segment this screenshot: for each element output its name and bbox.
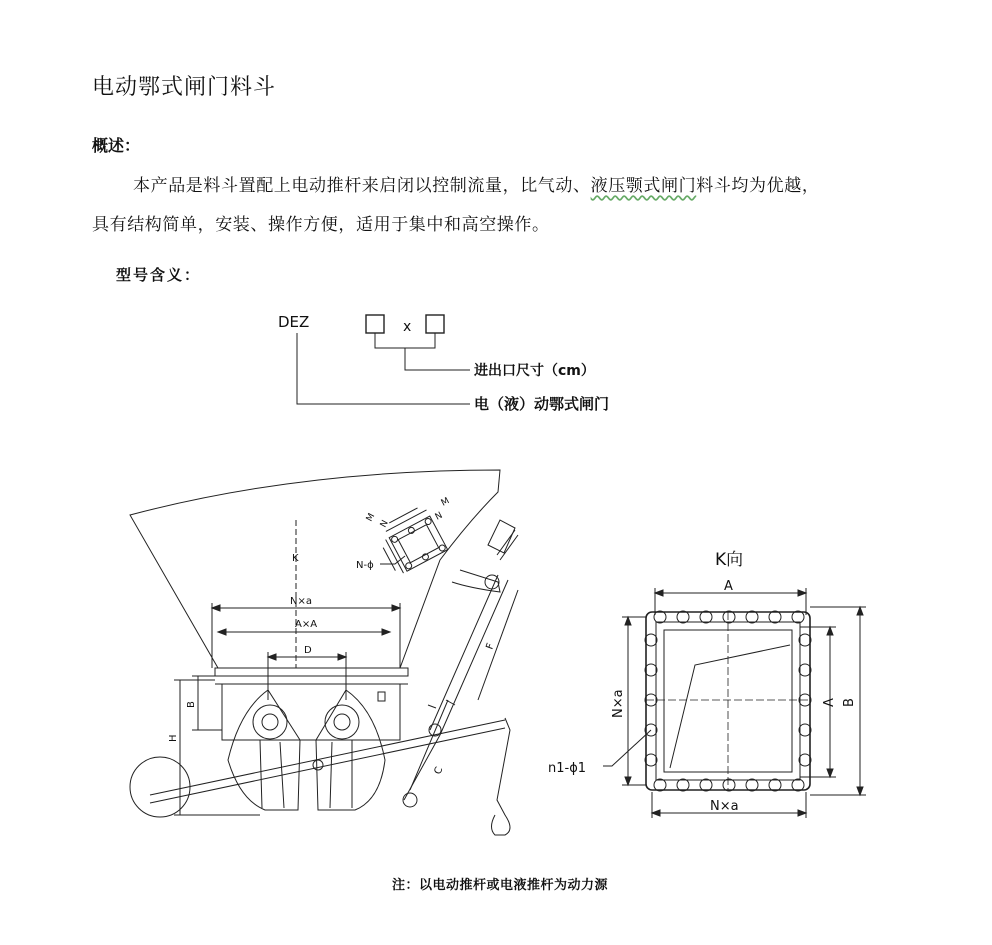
label-n1: N [378,518,391,530]
hand-lever [492,718,511,835]
flange-top [215,668,408,676]
label-aa: A×A [295,619,318,630]
label-c: C [432,765,446,777]
label-na-bottom: N×a [710,799,739,814]
side-view-drawing [130,470,518,835]
document-title: 电动鄂式闸门料斗 [92,75,277,100]
label-nphi: N-ϕ [356,560,374,571]
hinge-right-outer [325,705,359,739]
hinge-right-inner [334,714,350,730]
size-box-2 [426,315,444,333]
overview-text-c: 料斗均为优越， [696,176,820,196]
gate-frame [222,684,400,740]
actuator-rod [428,575,508,735]
label-m2: M [439,496,452,509]
model-times: x [403,319,412,335]
label-na-left: N×a [611,689,626,718]
linkage-arm [150,720,505,803]
label-n1phi1: n1-ϕ1 [548,761,587,776]
label-k: K [292,553,299,564]
dim-na [212,603,400,668]
label-h: H [168,734,179,742]
k-view-centerlines [646,612,810,790]
model-code-diagram [278,313,609,413]
type-label: 电（液）动鄂式闸门 [474,395,610,413]
k-view-gate-line [670,645,790,768]
label-a-top: A [724,579,733,594]
hinge-left-inner [262,714,278,730]
label-b-right: B [842,698,857,707]
size-box-1 [366,315,384,333]
size-label: 进出口尺寸（cm） [474,363,595,379]
k-view-drawing [548,550,866,818]
label-b: B [186,701,197,708]
label-na: N×a [290,596,312,607]
counterweight-wheel [130,757,190,817]
model-prefix: DEZ [278,313,310,331]
overview-text-a: 本产品是料斗置配上电动推杆来启闭以控制流量，比气动、 [133,176,591,196]
type-leader-line [297,333,470,404]
leader-n1phi1 [603,730,651,766]
footnote: 注：以电动推杆或电液推杆为动力源 [392,878,609,893]
bottom-pivot [403,793,417,807]
jaw-left [228,690,300,810]
jaw-right [316,690,385,810]
overview-paragraph-line2: 具有结构简单，安装、操作方便，适用于集中和高空操作。 [92,215,550,235]
label-d: D [304,645,312,656]
size-leader-line [375,333,470,370]
k-view-title: K向 [715,550,744,570]
model-meaning-heading: 型号含义： [116,266,202,284]
jaw-ribs [260,740,352,808]
overview-spellcheck-text: 液压颚式闸门 [590,176,697,196]
linkage-pin [313,760,323,770]
limit-switch [378,692,385,701]
dim-b-right [810,607,866,795]
label-m1: M [364,511,378,524]
overview-heading: 概述： [92,136,141,155]
label-a-right: A [822,698,837,707]
hinge-left-outer [253,705,287,739]
label-f: F [484,641,497,652]
label-n2: N [433,510,445,523]
